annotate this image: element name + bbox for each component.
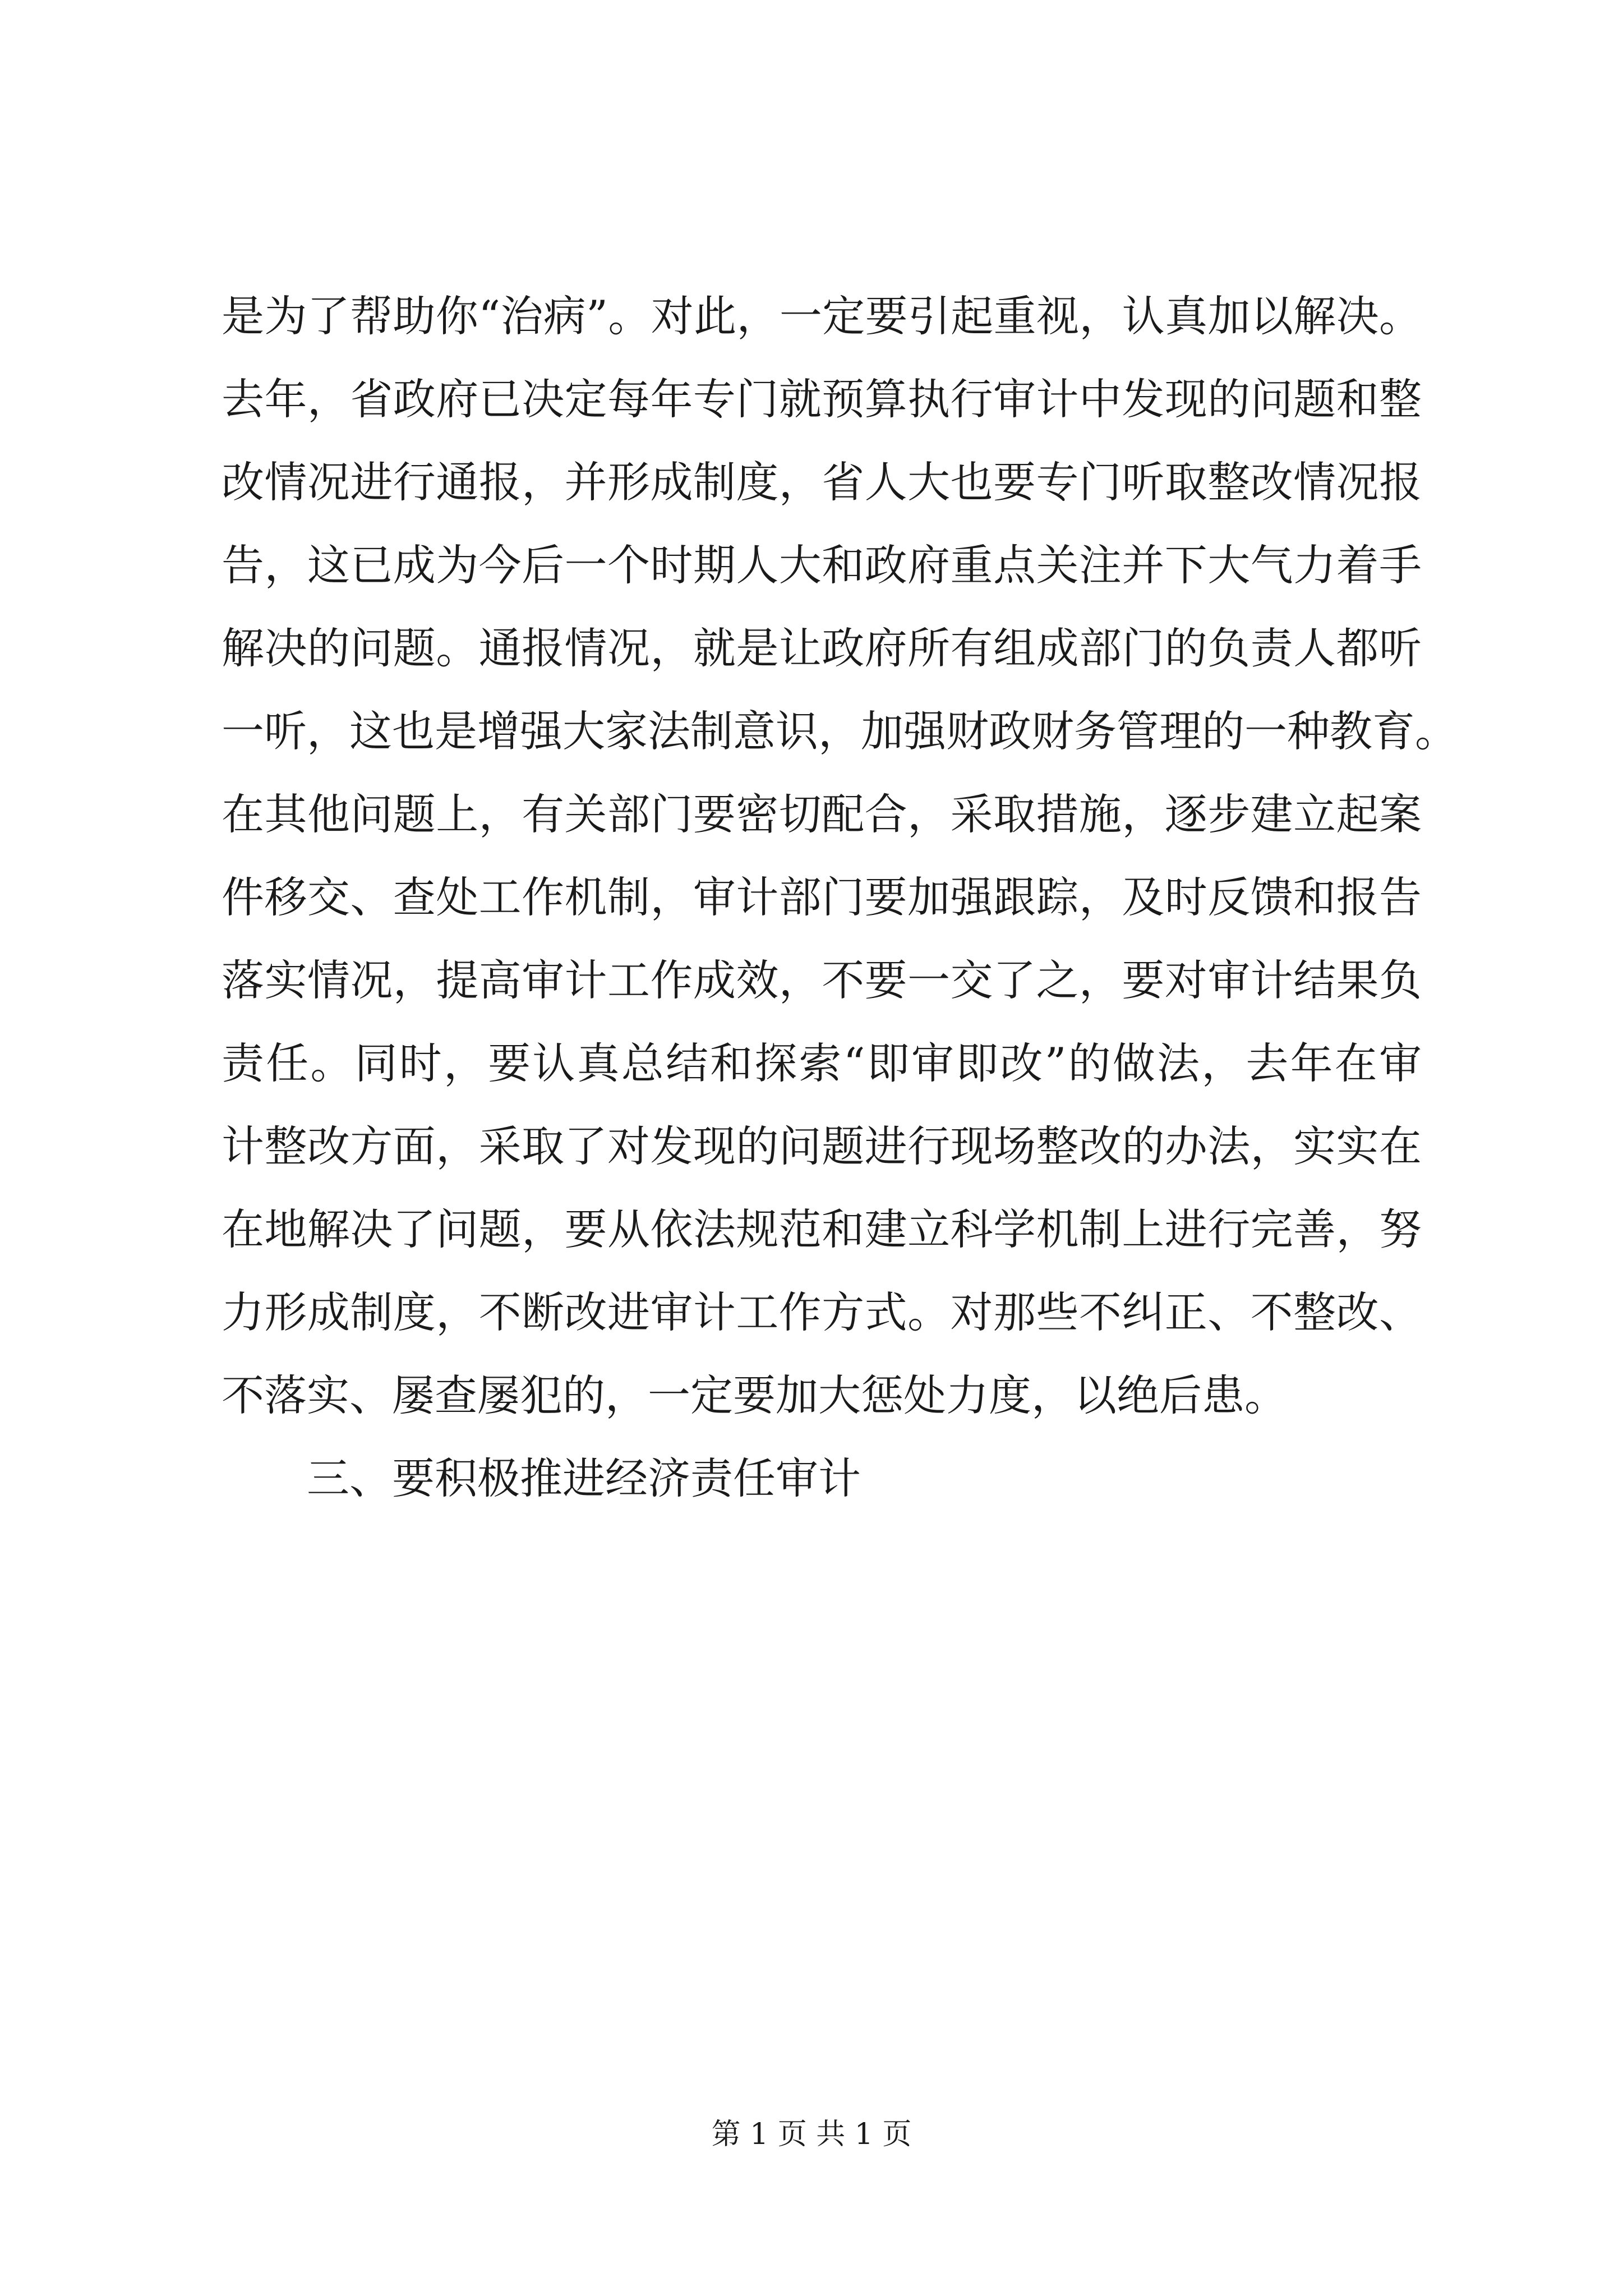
text-line: 落实情况，提高审计工作成效，不要一交了之，要对审计结果负: [222, 955, 1422, 1005]
text-line: 告，这已成为今后一个时期人大和政府重点关注并下大气力着手: [222, 540, 1422, 590]
text-line: 去年，省政府已决定每年专门就预算执行审计中发现的问题和整: [222, 374, 1422, 424]
text-line: 解决的问题。通报情况，就是让政府所有组成部门的负责人都听: [222, 623, 1422, 673]
text-line: 改情况进行通报，并形成制度，省人大也要专门听取整改情况报: [222, 457, 1422, 507]
text-line: 在其他问题上，有关部门要密切配合，采取措施，逐步建立起案: [222, 789, 1422, 839]
text-line: 一听，这也是增强大家法制意识，加强财政财务管理的一种教育。: [222, 706, 1458, 756]
text-line: 计整改方面，采取了对发现的问题进行现场整改的办法，实实在: [222, 1121, 1422, 1171]
text-line: 是为了帮助你“治病”。对此，一定要引起重视，认真加以解决。: [222, 291, 1422, 341]
body-paragraph: [222, 275, 1458, 1437]
page-footer: 第 1 页 共 1 页: [711, 2118, 912, 2151]
text-line: 在地解决了问题，要从依法规范和建立科学机制上进行完善，努: [222, 1204, 1422, 1254]
text-line: 不落实、屡查屡犯的，一定要加大惩处力度，以绝后患。: [222, 1370, 1287, 1420]
section-heading: 三、要积极推进经济责任审计: [307, 1453, 861, 1503]
text-line: 责任。同时，要认真总结和探索“即审即改”的做法，去年在审: [222, 1038, 1422, 1088]
text-line: 力形成制度，不断改进审计工作方式。对那些不纠正、不整改、: [222, 1287, 1422, 1337]
text-line: 件移交、查处工作机制，审计部门要加强跟踪，及时反馈和报告: [222, 872, 1422, 922]
